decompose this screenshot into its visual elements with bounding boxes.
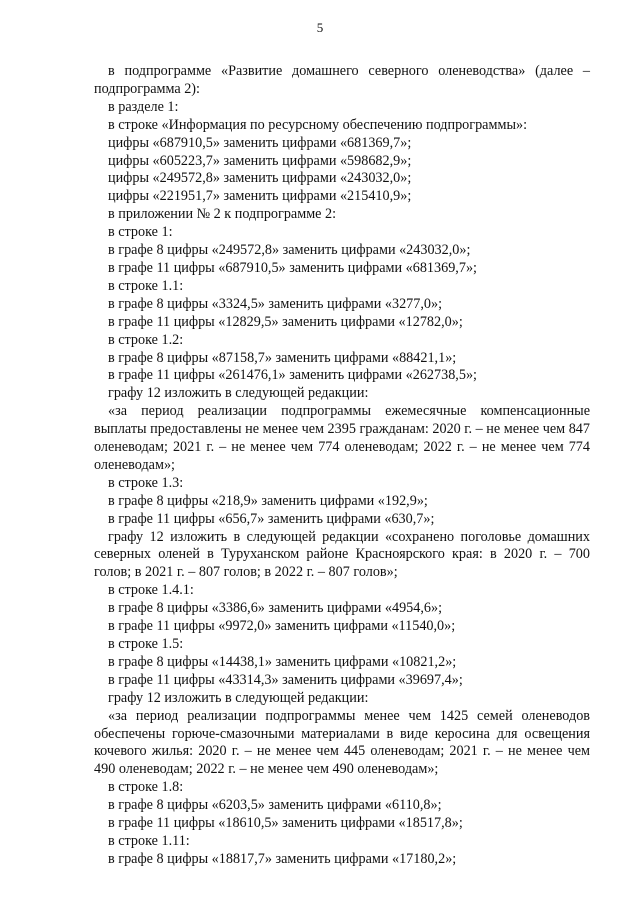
paragraph: в строке 1.4.1:: [108, 582, 194, 599]
paragraph: цифры «687910,5» заменить цифрами «681369,7»;: [108, 134, 412, 151]
paragraph: в графе 11 цифры «261476,1» заменить цифрами «262738,5»;: [108, 367, 477, 384]
paragraph: в строке 1:: [108, 224, 173, 241]
paragraph: в графе 8 цифры «6203,5» заменить цифрами «6110,8»;: [108, 797, 442, 814]
paragraph: графу 12 изложить в следующей редакции «сохранено поголовье домашних северных оленей в Туруханском районе Красноярского края: в 2020 г. – 700 голов; в 2021 г. – 807 голов; в 2022 г. – 807 голов»;: [94, 528, 590, 581]
paragraph: в строке 1.8:: [108, 779, 184, 796]
paragraph: в графе 11 цифры «656,7» заменить цифрами «630,7»;: [108, 510, 435, 527]
paragraph: в строке 1.1:: [108, 277, 184, 294]
paragraph: цифры «249572,8» заменить цифрами «243032,0»;: [108, 170, 412, 187]
paragraph: в графе 8 цифры «14438,1» заменить цифрами «10821,2»;: [108, 653, 457, 670]
paragraph: в строке 1.2:: [108, 331, 184, 348]
paragraph: в графе 8 цифры «87158,7» заменить цифрами «88421,1»;: [108, 349, 457, 366]
paragraph: в графе 11 цифры «43314,3» заменить цифрами «39697,4»;: [108, 671, 463, 688]
paragraph: в приложении № 2 к подпрограмме 2:: [108, 206, 337, 223]
paragraph: в графе 11 цифры «12829,5» заменить цифрами «12782,0»;: [108, 313, 463, 330]
paragraph: в строке 1.11:: [108, 832, 190, 849]
paragraph: в графе 8 цифры «3386,6» заменить цифрами «4954,6»;: [108, 600, 443, 617]
paragraph: графу 12 изложить в следующей редакции:: [108, 385, 369, 402]
paragraph: в разделе 1:: [108, 98, 179, 115]
paragraph: в графе 8 цифры «218,9» заменить цифрами «192,9»;: [108, 492, 428, 509]
paragraph: «за период реализации подпрограммы ежемесячные компенсационные выплаты предоставлены не менее чем 2395 гражданам: 2020 г. – не менее чем 847 оленеводам; 2021 г. – не менее чем 774 оленеводам; 2022 г. – не менее чем 774 оленеводам»;: [94, 403, 590, 473]
paragraph: цифры «221951,7» заменить цифрами «215410,9»;: [108, 188, 412, 205]
paragraph: в строке 1.5:: [108, 636, 184, 652]
document-body: [94, 63, 590, 869]
paragraph: в графе 11 цифры «18610,5» заменить цифрами «18517,8»;: [108, 815, 463, 832]
paragraph: в строке 1.3:: [108, 474, 184, 491]
paragraph: цифры «605223,7» заменить цифрами «598682,9»;: [108, 152, 412, 169]
paragraph: в строке «Информация по ресурсному обеспечению подпрограммы»:: [108, 116, 528, 133]
paragraph: в графе 11 цифры «687910,5» заменить цифрами «681369,7»;: [108, 259, 477, 276]
paragraph: в графе 8 цифры «18817,7» заменить цифрами «17180,2»;: [108, 850, 457, 867]
paragraph: «за период реализации подпрограммы менее чем 1425 семей оленеводов обеспечены горюче-смазочными материалами в виде керосина для освещения кочевого жилья: 2020 г. – не менее чем 445 оленеводам; 2021 г. – не менее чем 490 оленеводам; 2022 г. – не менее чем 490 оленеводам»;: [94, 707, 590, 778]
page-number: 5: [316, 20, 324, 35]
paragraph: в графе 8 цифры «3324,5» заменить цифрами «3277,0»;: [108, 295, 443, 312]
paragraph: в графе 11 цифры «9972,0» заменить цифрами «11540,0»;: [108, 618, 456, 635]
paragraph: в подпрограмме «Развитие домашнего северного оленеводства» (далее – подпрограмма 2):: [94, 63, 590, 97]
paragraph: в графе 8 цифры «249572,8» заменить цифрами «243032,0»;: [108, 242, 471, 259]
paragraph: графу 12 изложить в следующей редакции:: [108, 689, 369, 706]
